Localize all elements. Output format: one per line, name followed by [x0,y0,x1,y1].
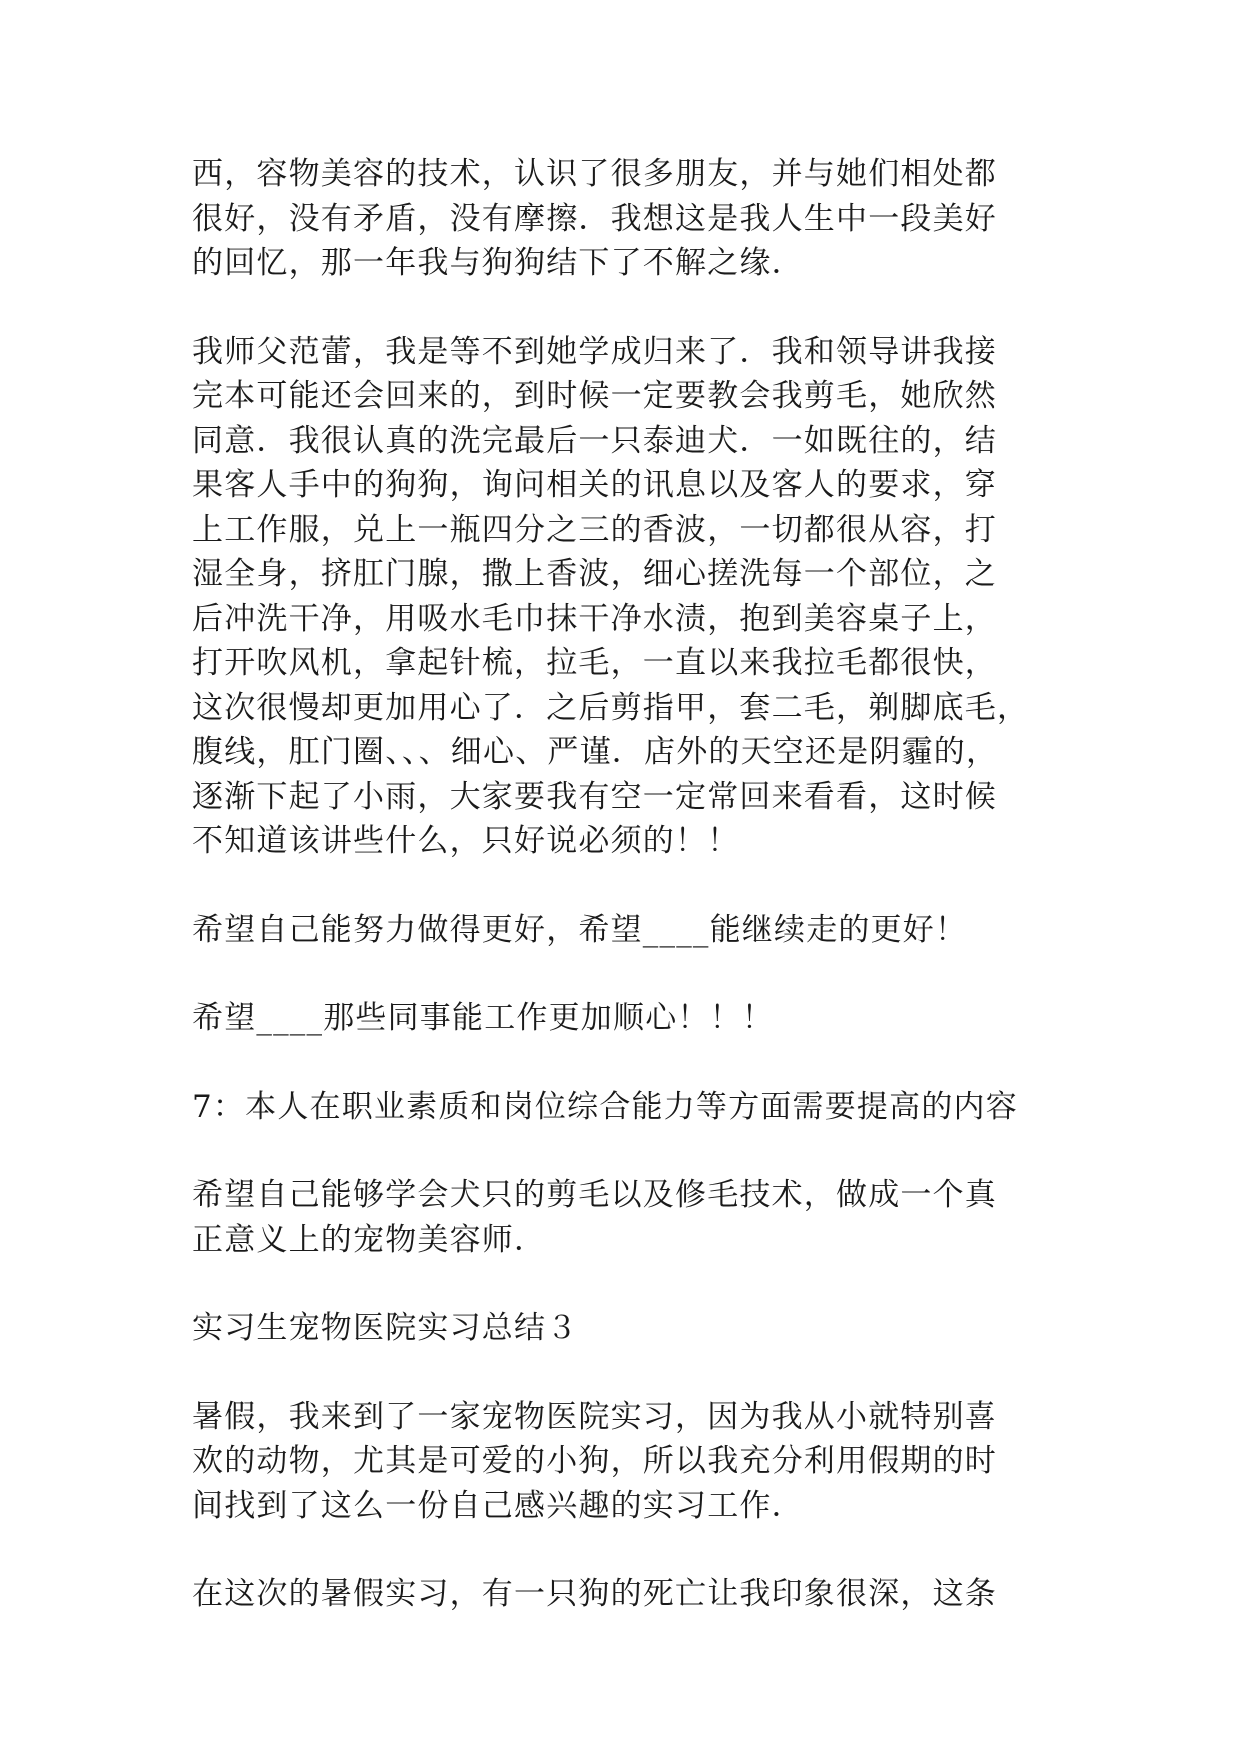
paragraph-6 [192,1173,1062,1262]
text-line: 后冲洗干净，用吸水毛巾抹干净水渍，抱到美容桌子上， [192,600,997,637]
text-line: 间找到了这么一份自己感兴趣的实习工作． [192,1487,804,1524]
text-line: 很好，没有矛盾，没有摩擦．我想这是我人生中一段美好 [192,200,997,237]
text-line: 希望自己能努力做得更好，希望____能继续走的更好！ [192,911,968,948]
document-body [192,152,1062,1661]
text-line: 我师父范蕾，我是等不到她学成归来了．我和领导讲我接 [192,333,997,370]
article-title [192,1306,1062,1351]
text-line: 暑假，我来到了一家宠物医院实习，因为我从小就特别喜 [192,1398,997,1435]
text-line: 正意义上的宠物美容师． [192,1221,547,1258]
text-line: 打开吹风机，拿起针梳，拉毛，一直以来我拉毛都很快， [192,645,997,681]
text-line: 西，容物美容的技术，认识了很多朋友，并与她们相处都 [192,156,997,192]
text-line: 逐渐下起了小雨，大家要我有空一定常回来看看，这时候 [192,778,997,815]
paragraph-1 [192,152,1062,286]
text-line: 同意．我很认真的洗完最后一只泰迪犬．一如既往的，结 [192,422,997,459]
paragraph-4 [192,996,1062,1041]
paragraph-8 [192,1395,1062,1529]
text-line: 在这次的暑假实习，有一只狗的死亡让我印象很深，这条 [192,1576,997,1612]
text-line: 这次很慢却更加用心了．之后剪指甲，套二毛，剃脚底毛， [192,689,1030,726]
paragraph-3 [192,908,1062,953]
text-line: 湿全身，挤肛门腺，撒上香波，细心搓洗每一个部位，之 [192,556,997,592]
text-line: 腹线，肛门圈、、、细心、严谨．店外的天空还是阴霾的， [192,734,999,770]
text-line: 希望____那些同事能工作更加顺心！！！ [192,1000,774,1036]
text-line: 的回忆，那一年我与狗狗结下了不解之缘． [192,245,804,281]
text-line: 实习生宠物医院实习总结３ [192,1310,579,1346]
section-heading-7 [192,1085,1062,1130]
text-line: 果客人手中的狗狗，询问相关的讯息以及客人的要求，穿 [192,467,997,503]
text-line: 完本可能还会回来的，到时候一定要教会我剪毛，她欣然 [192,378,997,414]
paragraph-9 [192,1572,1062,1617]
text-line: 7：本人在职业素质和岗位综合能力等方面需要提高的内容 [192,1088,1018,1125]
text-line: 欢的动物，尤其是可爱的小狗，所以我充分利用假期的时 [192,1443,997,1479]
text-line: 希望自己能够学会犬只的剪毛以及修毛技术，做成一个真 [192,1177,997,1213]
text-line: 上工作服，兑上一瓶四分之三的香波，一切都很从容，打 [192,511,997,548]
text-line: 不知道该讲些什么，只好说必须的！！ [192,823,740,859]
paragraph-2 [192,330,1062,864]
